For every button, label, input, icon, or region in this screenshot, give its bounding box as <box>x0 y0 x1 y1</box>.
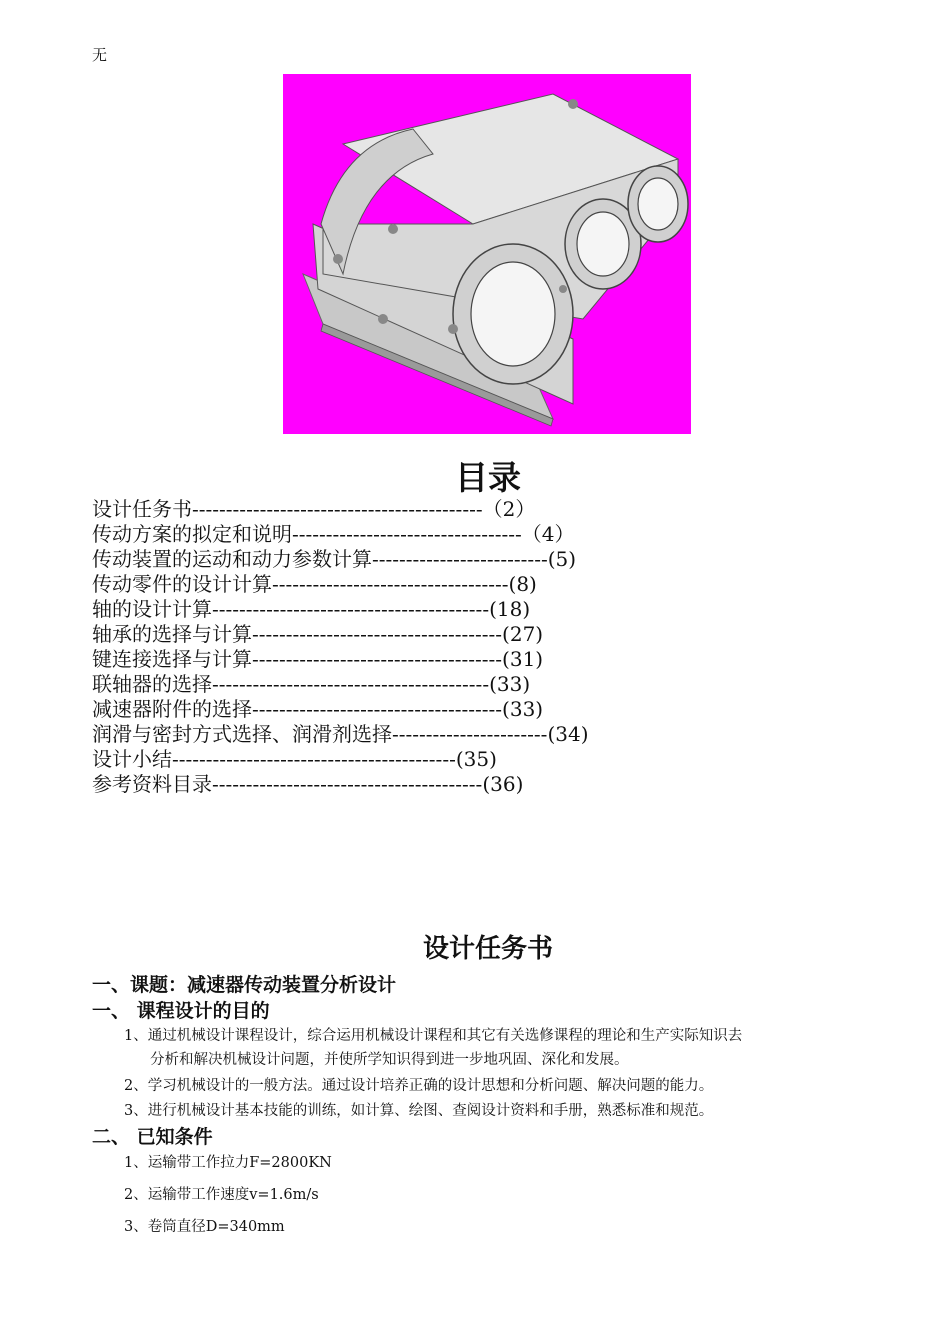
toc-entry <box>92 772 792 797</box>
toc-entry-label: 传动零件的设计计算 <box>92 572 272 596</box>
gearbox-illustration <box>283 74 691 434</box>
purpose-item: 1、通过机械设计课程设计，综合运用机械设计课程和其它有关选修课程的理论和生产实际知识去 <box>124 1028 743 1044</box>
purpose-item: 3、进行机械设计基本技能的训练，如计算、绘图、查阅设计资料和手册，熟悉标准和规范。 <box>124 1103 714 1119</box>
toc-entry-page: (5) <box>547 547 577 571</box>
toc-entry-leader: ------------------------------------------- <box>192 497 483 521</box>
toc-entry-label: 减速器附件的选择 <box>92 697 252 721</box>
toc-entry-leader: ---------------------------------------- <box>212 772 483 796</box>
toc-entry-leader: ------------------------------------- <box>252 622 503 646</box>
toc-entry-label: 设计小结 <box>92 747 172 771</box>
toc-entry-leader: ------------------------------------------ <box>172 747 456 771</box>
toc-entry <box>92 572 792 597</box>
purpose-heading: 一、 课程设计的目的 <box>92 1000 270 1022</box>
condition-item: 3、卷筒直径D=340mm <box>124 1219 285 1235</box>
toc-entry-page: (18) <box>489 597 531 621</box>
toc-entry <box>92 722 792 747</box>
toc-entry-label: 轴的设计计算 <box>92 597 212 621</box>
table-of-contents <box>92 497 792 797</box>
toc-entry <box>92 547 792 572</box>
toc-title: 目录 <box>455 458 521 497</box>
toc-entry <box>92 522 792 547</box>
conditions-heading: 二、 已知条件 <box>92 1126 213 1148</box>
toc-entry-label: 润滑与密封方式选择、润滑剂选择 <box>92 722 392 746</box>
toc-entry <box>92 497 792 522</box>
toc-entry-page: (34) <box>547 722 589 746</box>
toc-entry-leader: ---------------------------------- <box>292 522 522 546</box>
toc-entry <box>92 697 792 722</box>
toc-entry-leader: ------------------------------------- <box>252 697 503 721</box>
toc-entry-label: 联轴器的选择 <box>92 672 212 696</box>
toc-entry-label: 参考资料目录 <box>92 772 212 796</box>
gearbox-image <box>283 74 691 434</box>
toc-entry-leader: -------------------------- <box>372 547 548 571</box>
condition-item: 2、运输带工作速度v=1.6m/s <box>124 1187 319 1203</box>
toc-entry <box>92 747 792 772</box>
toc-entry <box>92 597 792 622</box>
toc-entry-label: 传动方案的拟定和说明 <box>92 522 292 546</box>
toc-entry-page: （4） <box>521 522 575 546</box>
toc-entry-label: 轴承的选择与计算 <box>92 622 252 646</box>
purpose-item-continuation: 分析和解决机械设计问题，并使所学知识得到进一步地巩固、深化和发展。 <box>150 1052 629 1068</box>
toc-entry <box>92 672 792 697</box>
toc-entry <box>92 622 792 647</box>
toc-entry-page: （2） <box>482 497 536 521</box>
toc-entry-page: (35) <box>455 747 497 771</box>
toc-entry-page: (36) <box>482 772 524 796</box>
toc-entry-leader: ----------------------------------------- <box>212 672 490 696</box>
toc-entry-page: (27) <box>502 622 544 646</box>
toc-entry-leader: ----------------------- <box>392 722 548 746</box>
toc-entry-page: (33) <box>502 697 544 721</box>
toc-entry-label: 键连接选择与计算 <box>92 647 252 671</box>
toc-entry-page: (31) <box>502 647 544 671</box>
header-mark: 无 <box>92 46 108 64</box>
toc-entry-leader: ------------------------------------- <box>252 647 503 671</box>
toc-entry-label: 传动装置的运动和动力参数计算 <box>92 547 372 571</box>
topic-heading: 一、课题：减速器传动装置分析设计 <box>92 974 397 996</box>
toc-entry-label: 设计任务书 <box>92 497 192 521</box>
purpose-item: 2、学习机械设计的一般方法。通过设计培养正确的设计思想和分析问题、解决问题的能力。 <box>124 1078 714 1094</box>
toc-entry <box>92 647 792 672</box>
condition-item: 1、运输带工作拉力F=2800KN <box>124 1155 332 1171</box>
section-title: 设计任务书 <box>422 934 553 964</box>
toc-entry-page: (8) <box>508 572 537 596</box>
toc-entry-leader: ----------------------------------------- <box>212 597 490 621</box>
toc-entry-leader: ----------------------------------- <box>272 572 509 596</box>
toc-entry-page: (33) <box>489 672 531 696</box>
